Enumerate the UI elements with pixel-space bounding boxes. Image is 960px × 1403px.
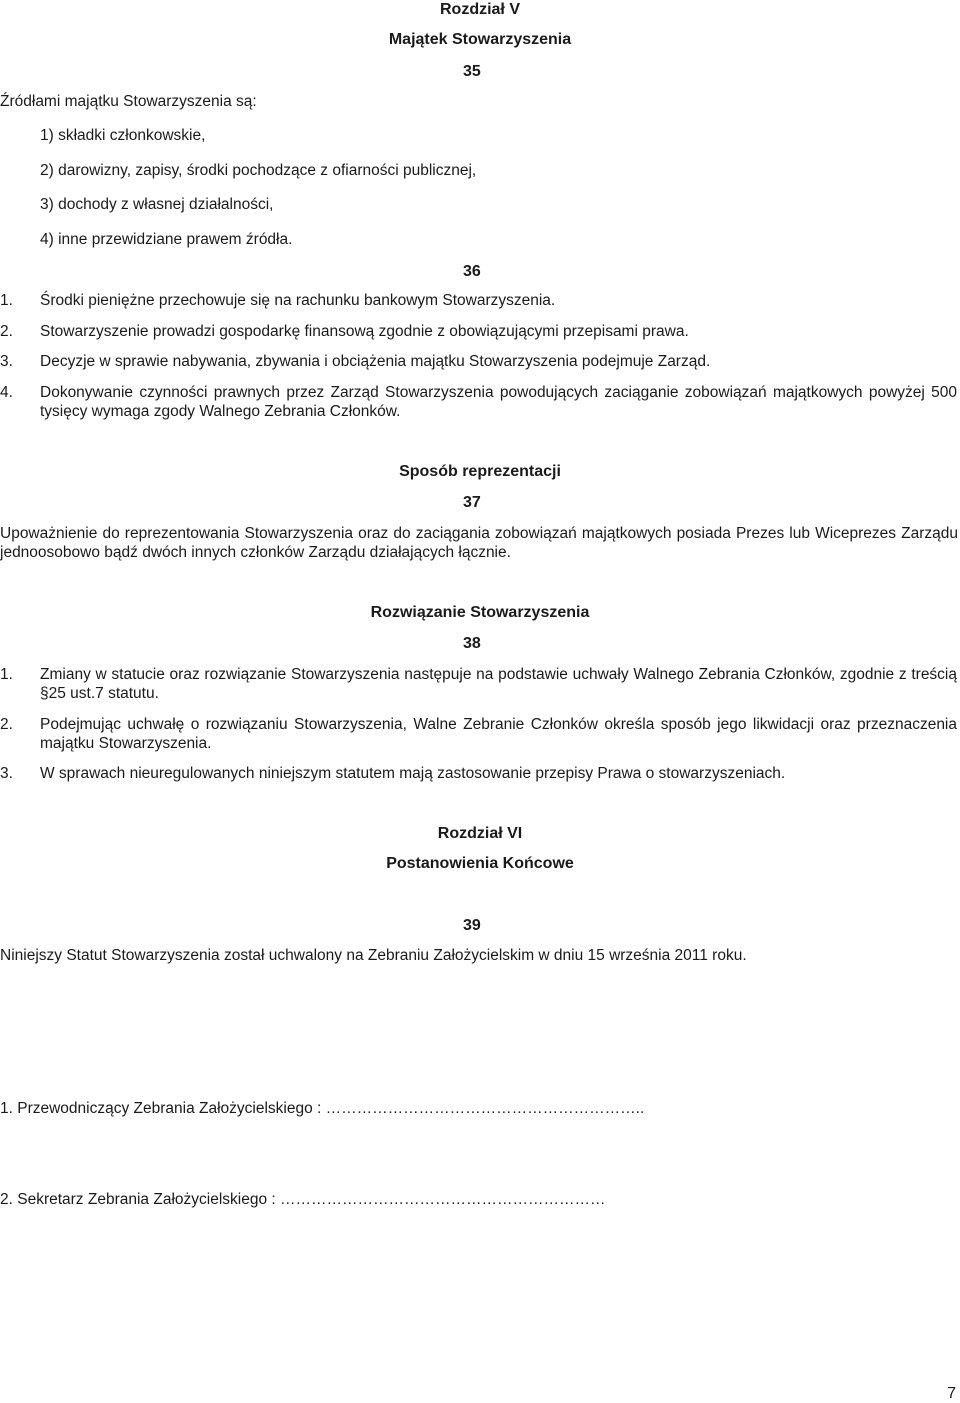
list-item: 1) składki członkowskie,	[40, 127, 206, 144]
section-35-label: 35	[463, 63, 481, 80]
chapter-title: Rozdział V	[439, 1, 520, 18]
list-number: 1.	[0, 292, 13, 309]
section-39-label: 39	[463, 917, 481, 934]
signature-secretary: 2. Sekretarz Zebrania Założycielskiego : ………………………………………………………	[0, 1191, 606, 1208]
chapter-title: Rozdział VI	[437, 825, 523, 842]
signature-chair: 1. Przewodniczący Zebrania Założycielskiego : ……………………………………………………..	[0, 1100, 645, 1117]
list-number: 2.	[0, 716, 13, 733]
section-heading-dissolution: Rozwiązanie Stowarzyszenia	[370, 604, 590, 621]
section-37-label: 37	[463, 494, 481, 511]
list-item: Dokonywanie czynności prawnych przez Zarząd Stowarzyszenia powodujących zaciąganie zobowiązań majątkowych powyżej 500 tysięcy wymaga zgody Walnego Zebrania Członków.	[40, 384, 957, 420]
list-item: Środki pieniężne przechowuje się na rachunku bankowym Stowarzyszenia.	[40, 292, 556, 309]
list-item: W sprawach nieuregulowanych niniejszym statutem mają zastosowanie przepisy Prawa o stowarzyszeniach.	[40, 765, 786, 782]
chapter-subtitle: Postanowienia Końcowe	[386, 855, 574, 872]
list-item: Stowarzyszenie prowadzi gospodarkę finansową zgodnie z obowiązującymi przepisami prawa.	[40, 323, 689, 340]
section-36-label: 36	[463, 263, 481, 280]
section-38-label: 38	[463, 635, 481, 652]
section-39-text: Niniejszy Statut Stowarzyszenia został uchwalony na Zebraniu Założycielskim w dniu 15 września 2011 roku.	[0, 947, 747, 964]
list-item: 2) darowizny, zapisy, środki pochodzące z ofiarności publicznej,	[40, 162, 477, 179]
list-item: 4) inne przewidziane prawem źródła.	[40, 231, 293, 248]
chapter-subtitle: Majątek Stowarzyszenia	[388, 31, 572, 48]
section-37-text: Upoważnienie do reprezentowania Stowarzyszenia oraz do zaciągania zobowiązań majątkowych posiada Prezes lub Wiceprezes Zarządu jednoosobowo bądź dwóch innych członków Zarządu działających łącznie.	[0, 525, 958, 561]
list-number: 1.	[0, 666, 13, 683]
list-number: 3.	[0, 765, 13, 782]
list-number: 2.	[0, 323, 13, 340]
list-item: Podejmując uchwałę o rozwiązaniu Stowarzyszenia, Walne Zebranie Członków określa sposób jego likwidacji oraz przeznaczenia majątku Stowarzyszenia.	[40, 716, 957, 752]
list-item: Zmiany w statucie oraz rozwiązanie Stowarzyszenia następuje na podstawie uchwały Walnego Zebrania Członków, zgodnie z treścią §25 ust.7 statutu.	[40, 666, 957, 702]
page-number: 7	[947, 1385, 956, 1402]
section-35-intro: Źródłami majątku Stowarzyszenia są:	[0, 93, 257, 110]
list-item: Decyzje w sprawie nabywania, zbywania i obciążenia majątku Stowarzyszenia podejmuje Zarząd.	[40, 353, 711, 370]
list-number: 3.	[0, 353, 13, 370]
list-number: 4.	[0, 384, 13, 401]
section-heading-representation: Sposób reprezentacji	[399, 463, 561, 480]
list-item: 3) dochody z własnej działalności,	[40, 196, 274, 213]
